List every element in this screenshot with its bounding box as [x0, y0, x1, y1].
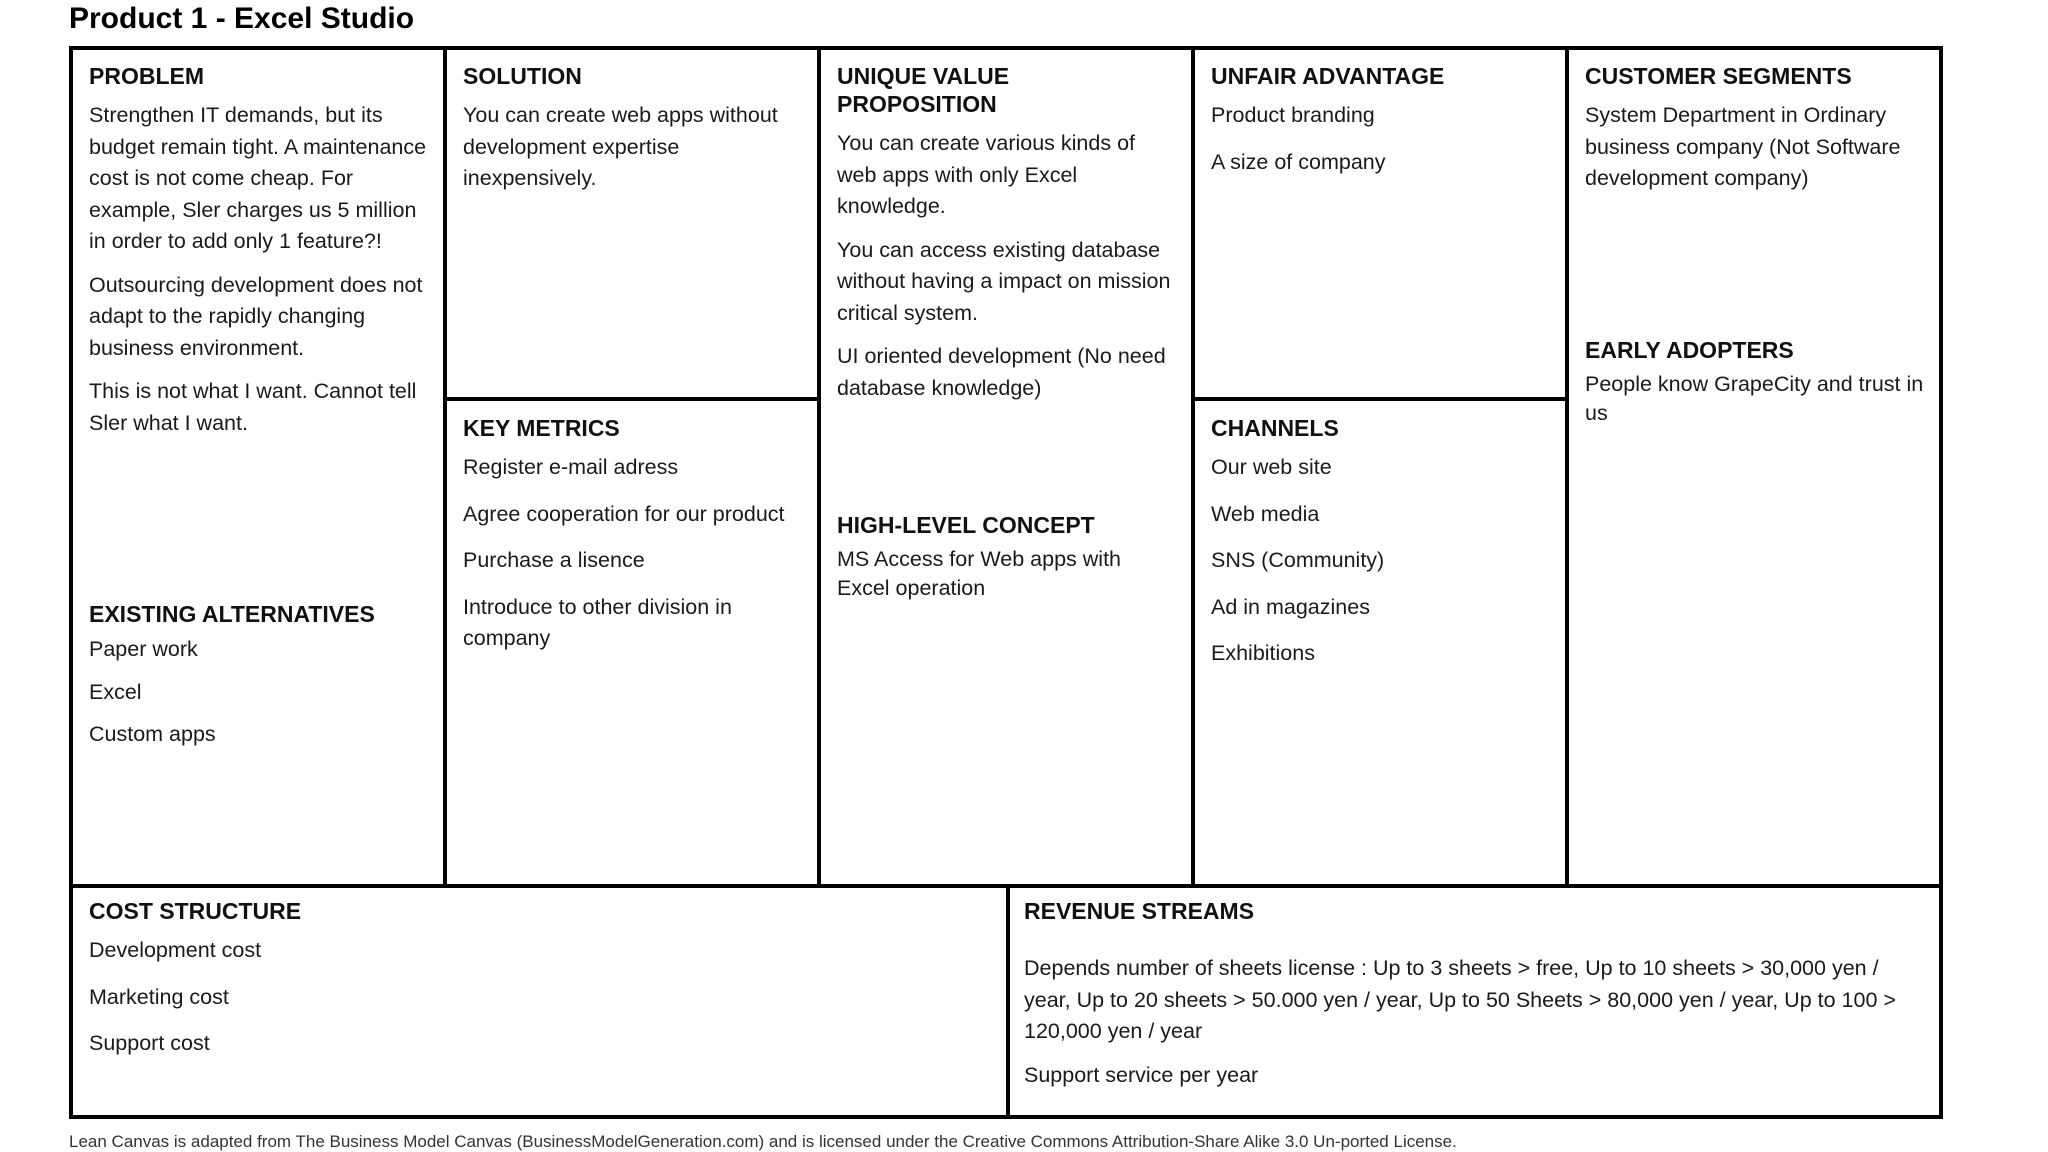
divider	[1006, 888, 1010, 1119]
solution-paragraph: You can create web apps without development expertise inexpensively.	[463, 103, 778, 190]
channels-section	[1211, 414, 1551, 685]
list-item: Product branding	[1211, 103, 1375, 127]
list-item: Development cost	[89, 938, 262, 962]
list-item: Our web site	[1211, 455, 1332, 479]
customer-segments-heading: CUSTOMER SEGMENTS	[1585, 63, 1852, 89]
divider	[1195, 397, 1565, 401]
solution-heading: SOLUTION	[463, 63, 582, 89]
list-item: Register e-mail adress	[463, 455, 679, 479]
list-item: Marketing cost	[89, 984, 229, 1009]
list-item: Purchase a lisence	[463, 548, 645, 572]
high-level-concept-section	[837, 511, 1177, 615]
channels-heading: CHANNELS	[1211, 415, 1339, 441]
problem-paragraph: Outsourcing development does not adapt to the rapidly changing business environment.	[89, 272, 423, 360]
uvp-paragraph: You can access existing database without having a impact on mission critical system.	[837, 237, 1171, 325]
list-item: Excel	[89, 679, 142, 704]
divider	[817, 50, 821, 884]
list-item: Agree cooperation for our product	[463, 501, 785, 526]
divider	[1565, 50, 1569, 884]
divider	[443, 50, 447, 884]
uvp-paragraph: UI oriented development (No need database knowledge)	[837, 344, 1166, 400]
list-item: Paper work	[89, 637, 198, 661]
cost-structure-heading: COST STRUCTURE	[89, 898, 302, 924]
high-level-concept-heading: HIGH-LEVEL CONCEPT	[837, 512, 1095, 538]
license-footer: Lean Canvas is adapted from The Business Model Canvas (BusinessModelGeneration.com) and is licensed under the Creative Commons Attribution-Share Alike 3.0 Un-ported License.	[69, 1132, 1457, 1151]
revenue-streams-paragraph: Support service per year	[1024, 1062, 1259, 1087]
list-item: Support cost	[89, 1031, 210, 1055]
revenue-streams-section	[1024, 897, 1924, 1103]
divider	[447, 397, 817, 401]
problem-heading: PROBLEM	[89, 63, 204, 89]
revenue-streams-paragraph: Depends number of sheets license : Up to 3 sheets > free, Up to 10 sheets > 30,000 yen / year, Up to 20 sheets > 50.000 yen / year, Up to 50 Sheets > 80,000 yen / year, Up to 100 > 120,000 yen / year	[1024, 956, 1896, 1043]
uvp-section	[837, 62, 1177, 416]
list-item: A size of company	[1211, 149, 1386, 174]
unfair-advantage-section	[1211, 62, 1551, 193]
revenue-streams-heading: REVENUE STREAMS	[1024, 898, 1255, 924]
key-metrics-section	[463, 414, 803, 670]
unfair-advantage-heading: UNFAIR ADVANTAGE	[1211, 63, 1445, 89]
list-item: Exhibitions	[1211, 641, 1315, 665]
list-item: Custom apps	[89, 722, 216, 746]
divider	[1191, 50, 1195, 884]
lean-canvas	[69, 46, 1943, 1119]
existing-alternatives-section	[89, 600, 429, 766]
cost-structure-section	[89, 897, 989, 1075]
problem-section	[89, 62, 429, 451]
early-adopters-heading: EARLY ADOPTERS	[1585, 337, 1794, 363]
high-level-concept-paragraph: MS Access for Web apps with Excel operation	[837, 547, 1121, 600]
existing-alternatives-heading: EXISTING ALTERNATIVES	[89, 601, 375, 627]
customer-segments-paragraph: System Department in Ordinary business company (Not Software development company)	[1585, 103, 1901, 190]
list-item: SNS (Community)	[1211, 548, 1385, 572]
solution-section	[463, 62, 803, 207]
problem-paragraph: This is not what I want. Cannot tell Sler what I want.	[89, 379, 417, 435]
list-item: Introduce to other division in company	[463, 594, 732, 650]
early-adopters-paragraph: People know GrapeCity and trust in us	[1585, 372, 1924, 425]
early-adopters-section	[1585, 336, 1925, 440]
page-title: Product 1 - Excel Studio	[69, 2, 415, 35]
list-item: Web media	[1211, 501, 1320, 526]
key-metrics-heading: KEY METRICS	[463, 415, 620, 441]
uvp-paragraph: You can create various kinds of web apps with only Excel knowledge.	[837, 131, 1135, 218]
problem-paragraph: Strengthen IT demands, but its budget remain tight. A maintenance cost is not come cheap. For example, Sler charges us 5 million in order to add only 1 feature?!	[89, 103, 427, 253]
uvp-heading: UNIQUE VALUE PROPOSITION	[837, 63, 1010, 117]
list-item: Ad in magazines	[1211, 594, 1370, 619]
customer-segments-section	[1585, 62, 1925, 207]
